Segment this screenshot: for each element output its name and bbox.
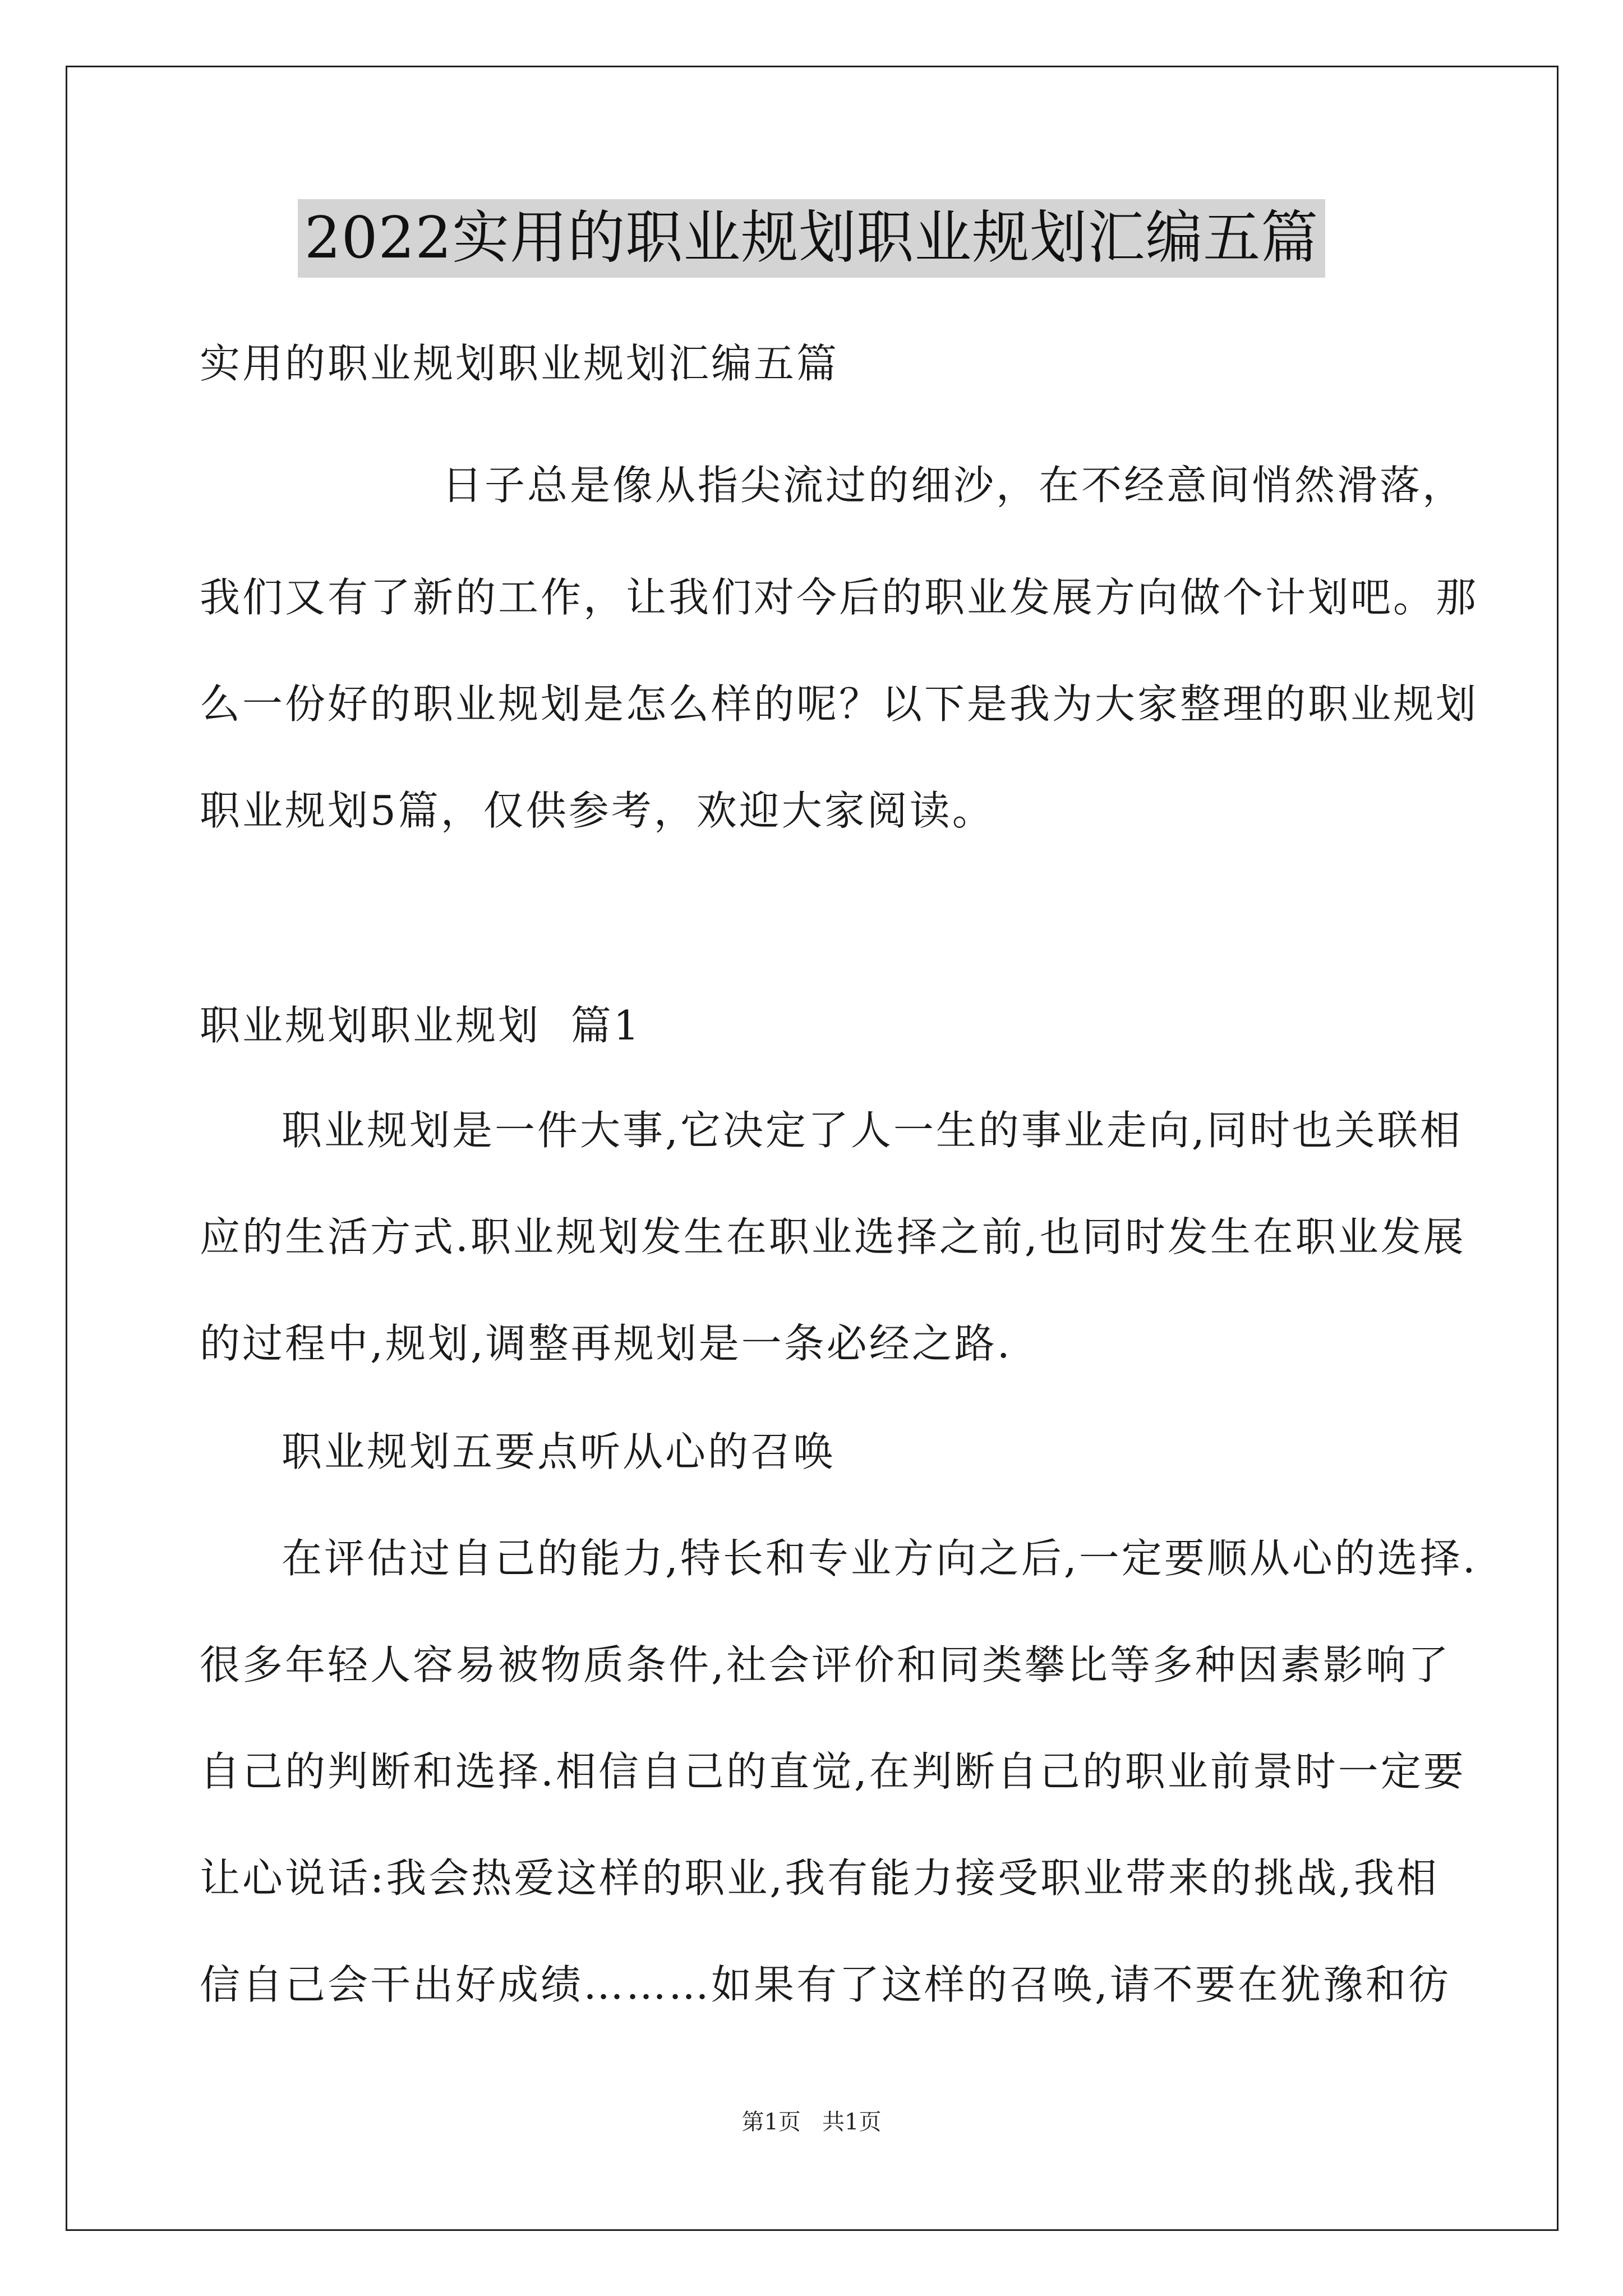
para2-line-5: 信自己会干出好成绩………如果有了这样的召唤,请不要在犹豫和彷 [200, 1961, 1451, 2008]
para2-line-4: 让心说话:我会热爱这样的职业,我有能力接受职业带来的挑战,我相 [200, 1855, 1440, 1902]
para2-line-2: 很多年轻人容易被物质条件,社会评价和同类攀比等多种因素影响了 [200, 1641, 1451, 1688]
page-number: 第1页 共1页 [741, 2109, 882, 2135]
para1-line-2: 应的生活方式.职业规划发生在职业选择之前,也同时发生在职业发展 [200, 1213, 1466, 1260]
subheading: 职业规划五要点听从心的召唤 [282, 1428, 836, 1475]
intro-line-1: 日子总是像从指尖流过的细沙，在不经意间悄然滑落， [442, 462, 1465, 509]
document-subtitle: 实用的职业规划职业规划汇编五篇 [200, 340, 840, 387]
intro-line-3: 么一份好的职业规划是怎么样的呢？以下是我为大家整理的职业规划 [200, 680, 1479, 728]
para2-line-3: 自己的判断和选择.相信自己的直觉,在判断自己的职业前景时一定要 [200, 1748, 1466, 1795]
para1-line-3: 的过程中,规划,调整再规划是一条必经之路. [200, 1320, 1012, 1367]
title-container [0, 199, 1623, 278]
para2-line-1: 在评估过自己的能力,特长和专业方向之后,一定要顺从心的选择. [282, 1535, 1478, 1582]
intro-line-4: 职业规划5篇，仅供参考，欢迎大家阅读。 [200, 787, 995, 834]
section-heading: 职业规划职业规划 篇1 [200, 1002, 642, 1049]
document-title: 2022实用的职业规划职业规划汇编五篇 [298, 199, 1326, 278]
para1-line-1: 职业规划是一件大事,它决定了人一生的事业走向,同时也关联相 [282, 1107, 1463, 1154]
intro-line-2: 我们又有了新的工作，让我们对今后的职业发展方向做个计划吧。那 [200, 574, 1479, 621]
